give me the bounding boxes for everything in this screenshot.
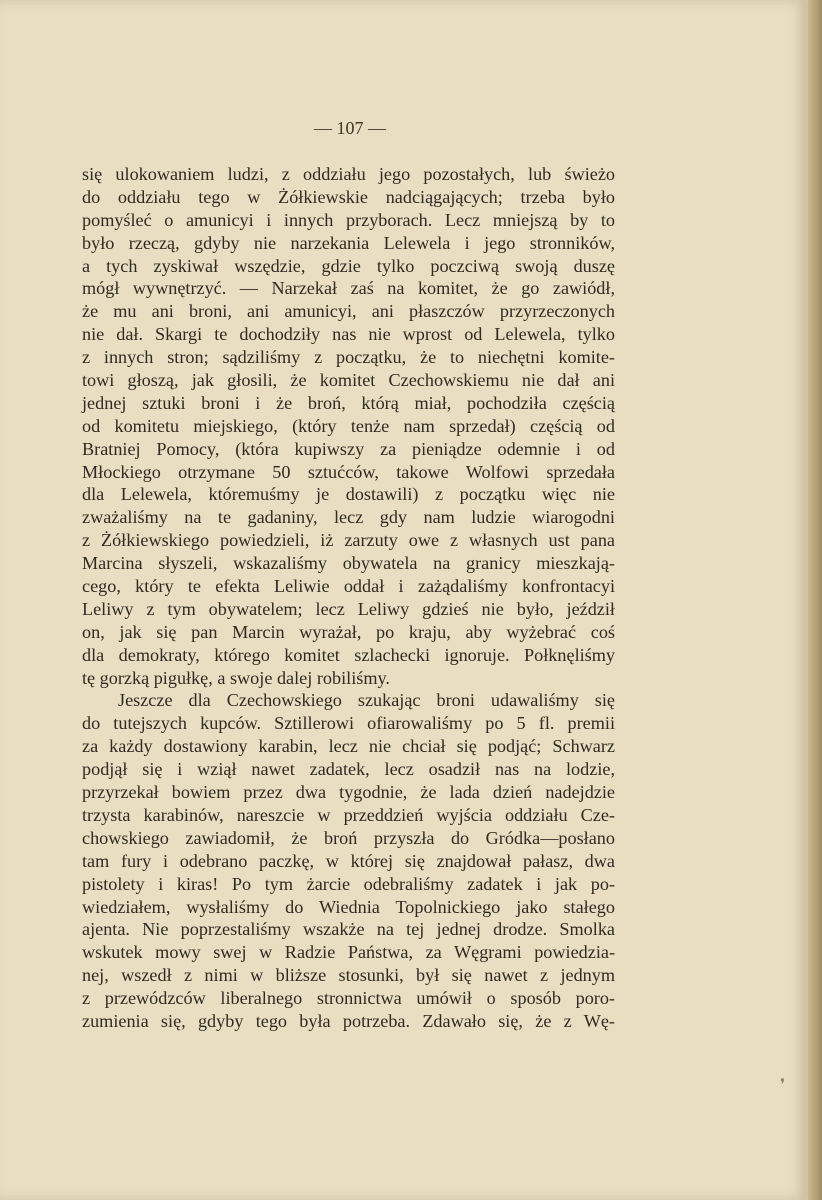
text-line: z innych stron; sądziliśmy z początku, że to niechętni komite- xyxy=(82,347,615,368)
text-line: do tutejszych kupców. Sztillerowi ofiarowaliśmy po 5 fl. premii xyxy=(82,713,615,734)
text-line: a tych zyskiwał wszędzie, gdzie tylko poczciwą swoją duszę xyxy=(82,255,615,276)
text-line: towi głoszą, jak głosili, że komitet Czechowskiemu nie dał ani xyxy=(82,370,615,391)
text-line: Leliwy z tym obywatelem; lecz Leliwy gdzieś nie było, jeździł xyxy=(82,598,615,619)
text-line: ajenta. Nie poprzestaliśmy wszakże na tej jednej drodze. Smolka xyxy=(82,919,615,940)
text-line: z przewódzców liberalnego stronnictwa umówił o sposób poro- xyxy=(82,988,615,1009)
text-line: dla demokraty, którego komitet szlachecki ignoruje. Połknęliśmy xyxy=(82,644,615,665)
text-line: trzysta karabinów, nareszcie w przeddzień wyjścia oddziału Cze- xyxy=(82,804,615,825)
text-line: się ulokowaniem ludzi, z oddziału jego pozostałych, lub świeżo xyxy=(82,164,615,184)
text-line: tam fury i odebrano paczkę, w której się znajdował pałasz, dwa xyxy=(82,850,615,871)
paragraph-end-line: tę gorzką pigułkę, a swoje dalej robiliśmy. xyxy=(82,667,390,688)
text-line: pomyśleć o amunicyi i innych przyborach. Lecz mniejszą by to xyxy=(82,209,615,230)
text-line: do oddziału tego w Żółkiewskie nadciągających; trzeba było xyxy=(82,186,615,207)
ink-mark: ❜ xyxy=(780,1075,786,1094)
text-line: dla Lelewela, któremuśmy je dostawili) z początku więc nie xyxy=(82,484,615,505)
paragraph-start-line: Jeszcze dla Czechowskiego szukając broni udawaliśmy się xyxy=(118,690,615,711)
text-line: zważaliśmy na te gadaniny, lecz gdy nam ludzie wiarogodni xyxy=(82,507,615,528)
text-line: wiedziałem, wysłaliśmy do Wiednia Topolnickiego jako stałego xyxy=(82,896,615,917)
page-edge xyxy=(808,0,822,1200)
text-line: Młockiego otrzymane 50 sztućców, takowe Wolfowi sprzedała xyxy=(82,461,615,482)
text-line: jednej sztuki broni i że broń, którą miał, pochodziła częścią xyxy=(82,392,615,413)
text-line: nie dał. Skargi te dochodziły nas nie wprost od Lelewela, tylko xyxy=(82,324,615,345)
body-text xyxy=(82,163,615,1033)
text-line: było rzeczą, gdyby nie narzekania Lelewela i jego stronników, xyxy=(82,232,615,253)
text-line: mógł wywnętrzyć. — Narzekał zaś na komitet, że go zawiódł, xyxy=(82,278,615,299)
text-line: chowskiego zawiadomił, że broń przyszła do Gródka—posłano xyxy=(82,827,615,848)
text-line: cego, który te efekta Leliwie oddał i zażądaliśmy konfrontacyi xyxy=(82,576,615,597)
page-number: — 107 — xyxy=(314,118,386,138)
text-line: że mu ani broni, ani amunicyi, ani płaszczów przyrzeczonych xyxy=(82,301,615,322)
text-line: Bratniej Pomocy, (która kupiwszy za pieniądze odemnie i od xyxy=(82,438,615,459)
text-line: nej, wszedł z nimi w bliższe stosunki, był się nawet z jednym xyxy=(82,965,615,986)
text-line: za każdy dostawiony karabin, lecz nie chciał się podjąć; Schwarz xyxy=(82,736,615,757)
text-line: on, jak się pan Marcin wyrażał, po kraju, aby wyżebrać coś xyxy=(82,621,615,642)
text-line: podjął się i wziął nawet zadatek, lecz osadził nas na lodzie, xyxy=(82,759,615,780)
text-line: z Żółkiewskiego powiedzieli, iż zarzuty owe z własnych ust pana xyxy=(82,530,615,551)
text-line: wskutek mowy swej w Radzie Państwa, za Węgrami powiedzia- xyxy=(82,942,615,963)
text-line: od komitetu miejskiego, (który tenże nam sprzedał) częścią od xyxy=(82,415,615,436)
text-line: zumienia się, gdyby tego była potrzeba. Zdawało się, że z Wę- xyxy=(82,1010,615,1031)
text-line: pistolety i kiras! Po tym żarcie odebraliśmy zadatek i jak po- xyxy=(82,873,615,894)
text-line: Marcina słyszeli, wskazaliśmy obywatela na granicy mieszkają- xyxy=(82,553,615,574)
text-line: przyrzekał bowiem przez dwa tygodnie, że lada dzień nadejdzie xyxy=(82,782,615,803)
